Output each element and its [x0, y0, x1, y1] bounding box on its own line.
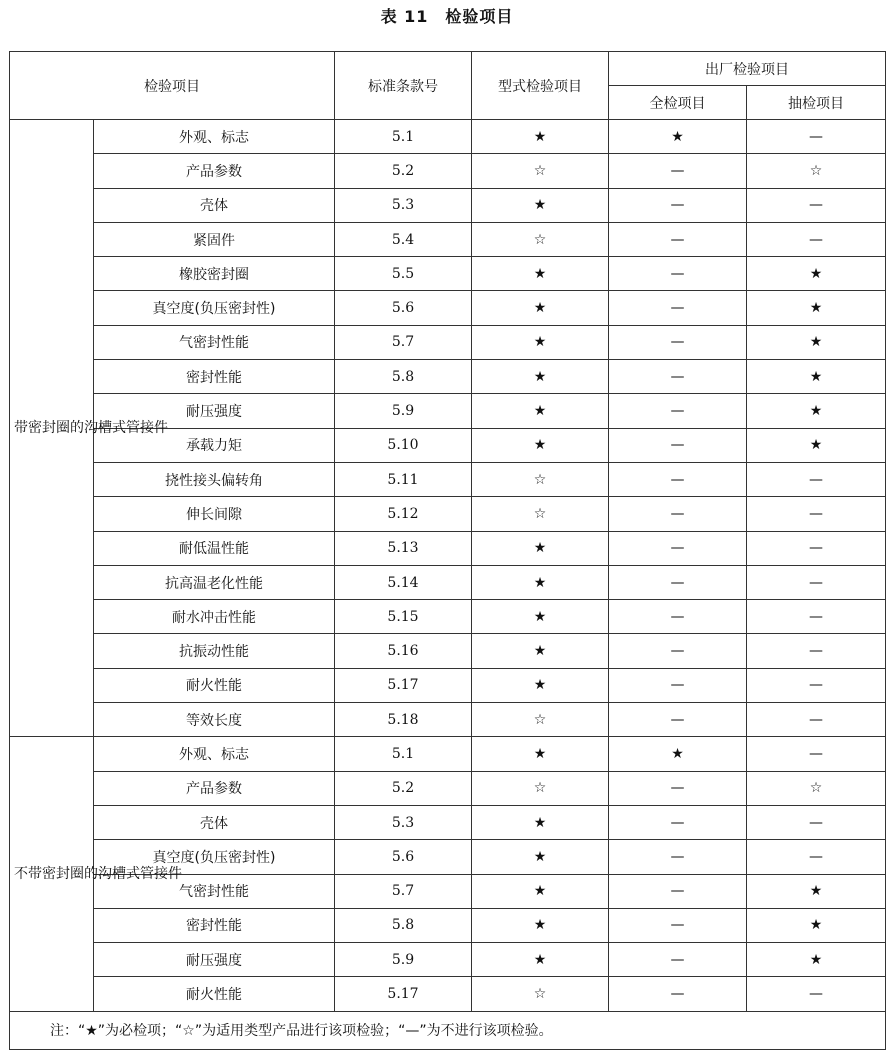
- table-title: 表 11 检验项目: [380, 7, 514, 26]
- clause-cell: 5.17: [335, 668, 472, 702]
- sample-inspection-mark: —: [747, 634, 886, 668]
- type-test-mark: ☆: [472, 154, 609, 188]
- sample-inspection-mark: —: [747, 600, 886, 634]
- sample-inspection-mark: ☆: [747, 154, 886, 188]
- item-cell: 等效长度: [94, 703, 335, 737]
- sample-inspection-mark: ★: [747, 257, 886, 291]
- full-inspection-mark: —: [609, 257, 747, 291]
- clause-cell: 5.6: [335, 291, 472, 325]
- clause-cell: 5.15: [335, 600, 472, 634]
- item-cell: 外观、标志: [94, 737, 335, 771]
- clause-cell: 5.13: [335, 531, 472, 565]
- item-cell: 抗振动性能: [94, 634, 335, 668]
- type-test-mark: ☆: [472, 977, 609, 1011]
- type-test-mark: ★: [472, 943, 609, 977]
- full-inspection-mark: —: [609, 188, 747, 222]
- item-cell: 耐压强度: [94, 394, 335, 428]
- sample-inspection-mark: —: [747, 188, 886, 222]
- clause-cell: 5.3: [335, 188, 472, 222]
- table-row: [10, 222, 886, 256]
- clause-cell: 5.9: [335, 394, 472, 428]
- sample-inspection-mark: —: [747, 222, 886, 256]
- group-label-text: 不带密封圈的沟槽式管接件: [14, 866, 182, 883]
- clause-cell: 5.17: [335, 977, 472, 1011]
- full-inspection-mark: —: [609, 943, 747, 977]
- full-inspection-mark: ★: [609, 737, 747, 771]
- full-inspection-mark: —: [609, 565, 747, 599]
- full-inspection-mark: —: [609, 874, 747, 908]
- sample-inspection-mark: —: [747, 737, 886, 771]
- type-test-mark: ★: [472, 120, 609, 154]
- sample-inspection-mark: —: [747, 531, 886, 565]
- sample-inspection-mark: —: [747, 805, 886, 839]
- table-row: [10, 771, 886, 805]
- full-inspection-mark: —: [609, 531, 747, 565]
- clause-cell: 5.3: [335, 805, 472, 839]
- full-inspection-mark: —: [609, 325, 747, 359]
- type-test-mark: ★: [472, 908, 609, 942]
- clause-cell: 5.1: [335, 120, 472, 154]
- table-row: [10, 634, 886, 668]
- clause-cell: 5.6: [335, 840, 472, 874]
- table-row: [10, 943, 886, 977]
- table-row: [10, 908, 886, 942]
- sample-inspection-mark: —: [747, 462, 886, 496]
- table-row: [10, 291, 886, 325]
- clause-cell: 5.18: [335, 703, 472, 737]
- header-clause: 标准条款号: [335, 52, 472, 120]
- clause-cell: 5.7: [335, 325, 472, 359]
- sample-inspection-mark: ★: [747, 394, 886, 428]
- table-row: [10, 120, 886, 154]
- item-cell: 壳体: [94, 805, 335, 839]
- sample-inspection-mark: ★: [747, 291, 886, 325]
- type-test-mark: ★: [472, 325, 609, 359]
- item-cell: 耐火性能: [94, 977, 335, 1011]
- item-cell: 耐压强度: [94, 943, 335, 977]
- table-row: [10, 531, 886, 565]
- full-inspection-mark: —: [609, 840, 747, 874]
- item-cell: 真空度(负压密封性): [94, 840, 335, 874]
- sample-inspection-mark: —: [747, 703, 886, 737]
- table-row: [10, 565, 886, 599]
- sample-inspection-mark: ★: [747, 874, 886, 908]
- header-item: 检验项目: [10, 52, 335, 120]
- sample-inspection-mark: ★: [747, 908, 886, 942]
- item-cell: 密封性能: [94, 360, 335, 394]
- full-inspection-mark: —: [609, 497, 747, 531]
- full-inspection-mark: —: [609, 360, 747, 394]
- full-inspection-mark: —: [609, 668, 747, 702]
- sample-inspection-mark: ★: [747, 943, 886, 977]
- item-cell: 壳体: [94, 188, 335, 222]
- note-row: [10, 1011, 886, 1049]
- header-factory-test: 出厂检验项目: [609, 52, 886, 86]
- clause-cell: 5.11: [335, 462, 472, 496]
- group-label: [10, 737, 182, 1011]
- type-test-mark: ★: [472, 428, 609, 462]
- type-test-mark: ★: [472, 805, 609, 839]
- full-inspection-mark: —: [609, 428, 747, 462]
- header-full-inspection: 全检项目: [609, 86, 747, 120]
- item-cell: 外观、标志: [94, 120, 335, 154]
- type-test-mark: ★: [472, 188, 609, 222]
- clause-cell: 5.16: [335, 634, 472, 668]
- full-inspection-mark: —: [609, 222, 747, 256]
- table-row: [10, 325, 886, 359]
- full-inspection-mark: —: [609, 977, 747, 1011]
- table-row: [10, 703, 886, 737]
- clause-cell: 5.2: [335, 771, 472, 805]
- item-cell: 承载力矩: [94, 428, 335, 462]
- type-test-mark: ★: [472, 668, 609, 702]
- type-test-mark: ★: [472, 737, 609, 771]
- full-inspection-mark: —: [609, 600, 747, 634]
- clause-cell: 5.1: [335, 737, 472, 771]
- table-row: [10, 977, 886, 1011]
- clause-cell: 5.14: [335, 565, 472, 599]
- sample-inspection-mark: —: [747, 977, 886, 1011]
- sample-inspection-mark: ★: [747, 325, 886, 359]
- table-row: [10, 497, 886, 531]
- item-cell: 密封性能: [94, 908, 335, 942]
- sample-inspection-mark: ☆: [747, 771, 886, 805]
- item-cell: 真空度(负压密封性): [94, 291, 335, 325]
- group-label: [10, 120, 168, 737]
- type-test-mark: ★: [472, 257, 609, 291]
- table-row: [10, 737, 886, 771]
- clause-cell: 5.8: [335, 360, 472, 394]
- table-row: [10, 462, 886, 496]
- full-inspection-mark: —: [609, 771, 747, 805]
- sample-inspection-mark: —: [747, 565, 886, 599]
- item-cell: 伸长间隙: [94, 497, 335, 531]
- type-test-mark: ★: [472, 291, 609, 325]
- sample-inspection-mark: —: [747, 497, 886, 531]
- type-test-mark: ☆: [472, 462, 609, 496]
- item-cell: 耐低温性能: [94, 531, 335, 565]
- header-type-test: 型式检验项目: [472, 52, 609, 120]
- clause-cell: 5.12: [335, 497, 472, 531]
- item-cell: 挠性接头偏转角: [94, 462, 335, 496]
- type-test-mark: ★: [472, 840, 609, 874]
- item-cell: 气密封性能: [94, 874, 335, 908]
- type-test-mark: ☆: [472, 497, 609, 531]
- table-row: [10, 188, 886, 222]
- full-inspection-mark: —: [609, 154, 747, 188]
- item-cell: 抗高温老化性能: [94, 565, 335, 599]
- item-cell: 产品参数: [94, 771, 335, 805]
- item-cell: 紧固件: [94, 222, 335, 256]
- full-inspection-mark: —: [609, 291, 747, 325]
- table-row: [10, 600, 886, 634]
- sample-inspection-mark: ★: [747, 360, 886, 394]
- table-row: [10, 668, 886, 702]
- header-sample-inspection: 抽检项目: [747, 86, 886, 120]
- type-test-mark: ★: [472, 565, 609, 599]
- item-cell: 耐火性能: [94, 668, 335, 702]
- table-row: [10, 805, 886, 839]
- clause-cell: 5.4: [335, 222, 472, 256]
- inspection-table: [9, 51, 886, 1050]
- clause-cell: 5.8: [335, 908, 472, 942]
- full-inspection-mark: —: [609, 462, 747, 496]
- clause-cell: 5.7: [335, 874, 472, 908]
- type-test-mark: ☆: [472, 771, 609, 805]
- sample-inspection-mark: —: [747, 840, 886, 874]
- full-inspection-mark: —: [609, 634, 747, 668]
- full-inspection-mark: —: [609, 703, 747, 737]
- sample-inspection-mark: —: [747, 668, 886, 702]
- clause-cell: 5.5: [335, 257, 472, 291]
- full-inspection-mark: —: [609, 394, 747, 428]
- type-test-mark: ★: [472, 600, 609, 634]
- item-cell: 耐水冲击性能: [94, 600, 335, 634]
- clause-cell: 5.10: [335, 428, 472, 462]
- table-row: [10, 360, 886, 394]
- full-inspection-mark: —: [609, 908, 747, 942]
- type-test-mark: ★: [472, 634, 609, 668]
- type-test-mark: ★: [472, 394, 609, 428]
- table-row: [10, 154, 886, 188]
- group-label-text: 带密封圈的沟槽式管接件: [14, 420, 168, 437]
- item-cell: 橡胶密封圈: [94, 257, 335, 291]
- table-note: 注：“★”为必检项；“☆”为适用类型产品进行该项检验；“—”为不进行该项检验。: [10, 1011, 886, 1049]
- sample-inspection-mark: ★: [747, 428, 886, 462]
- type-test-mark: ★: [472, 360, 609, 394]
- table-row: [10, 257, 886, 291]
- type-test-mark: ☆: [472, 222, 609, 256]
- type-test-mark: ☆: [472, 703, 609, 737]
- item-cell: 产品参数: [94, 154, 335, 188]
- clause-cell: 5.2: [335, 154, 472, 188]
- full-inspection-mark: ★: [609, 120, 747, 154]
- clause-cell: 5.9: [335, 943, 472, 977]
- item-cell: 气密封性能: [94, 325, 335, 359]
- full-inspection-mark: —: [609, 805, 747, 839]
- sample-inspection-mark: —: [747, 120, 886, 154]
- type-test-mark: ★: [472, 874, 609, 908]
- type-test-mark: ★: [472, 531, 609, 565]
